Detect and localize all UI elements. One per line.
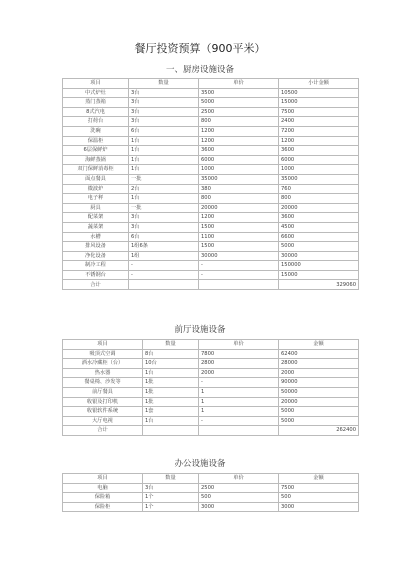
table-cell: 洗碗 (63, 126, 129, 136)
table-cell: 329060 (279, 280, 359, 290)
table-cell: 3台 (129, 222, 199, 232)
kitchen-header-cell: 小计金额 (279, 79, 359, 89)
table-cell: 2000 (199, 368, 279, 378)
table-row (63, 126, 359, 136)
table-row (63, 184, 359, 194)
hall-header-cell: 项目 (63, 340, 143, 350)
table-cell: 262400 (279, 426, 359, 436)
table-row (63, 426, 359, 436)
table-cell: 500 (199, 493, 279, 503)
table-cell: 50000 (279, 387, 359, 397)
table-cell: 2台 (129, 184, 199, 194)
table-row (63, 222, 359, 232)
table-cell: 收银软件系统 (63, 407, 143, 417)
table-row (63, 416, 359, 426)
table-cell: 3600 (199, 146, 279, 156)
table-cell: 1个 (143, 502, 199, 512)
table-cell: 一批 (129, 174, 199, 184)
table-cell: 800 (199, 117, 279, 127)
table-cell: 2500 (199, 483, 279, 493)
table-cell: 1台 (129, 165, 199, 175)
table-cell: - (129, 270, 199, 280)
table-cell: 20000 (279, 203, 359, 213)
table-cell: 90000 (279, 378, 359, 388)
table-cell: 20000 (199, 203, 279, 213)
table-cell: 8台 (143, 349, 199, 359)
table-cell: 3台 (129, 107, 199, 117)
table-cell: 蒸门蒸箱 (63, 98, 129, 108)
table-row (63, 349, 359, 359)
table-cell: - (199, 378, 279, 388)
table-row (63, 203, 359, 213)
table-cell (143, 426, 199, 436)
table-cell: 蔬菜架 (63, 222, 129, 232)
table-cell: 5000 (199, 98, 279, 108)
table-cell: 1台 (143, 416, 199, 426)
table-cell: 3台 (129, 213, 199, 223)
table-cell: 150000 (279, 261, 359, 271)
table-cell: 酒水冷藏柜（台） (63, 359, 143, 369)
table-cell: - (199, 270, 279, 280)
kitchen-section-title: 一、厨房设施设备 (165, 65, 234, 75)
table-cell: 水槽 (63, 232, 129, 242)
table-cell: 打荷台 (63, 117, 129, 127)
table-cell (199, 280, 279, 290)
table-cell: - (199, 416, 279, 426)
table-cell: 1 (199, 387, 279, 397)
table-cell: 不锈钢台 (63, 270, 129, 280)
table-cell: 2800 (199, 359, 279, 369)
table-cell: 6000 (279, 155, 359, 165)
hall-section-title: 前厅设施设备 (174, 325, 226, 335)
table-row (63, 387, 359, 397)
hall-header-cell: 单价 (199, 340, 279, 350)
page-title: 餐厅投资预算（900平米） (134, 42, 266, 55)
table-row (63, 88, 359, 98)
table-cell: 3台 (129, 98, 199, 108)
office-header-cell: 数量 (143, 474, 199, 484)
table-cell: 3000 (279, 502, 359, 512)
table-row (63, 242, 359, 252)
table-cell: 1组 (129, 251, 199, 261)
table-cell: 3500 (199, 88, 279, 98)
table-cell: 保温柜 (63, 136, 129, 146)
table-cell: 7800 (199, 349, 279, 359)
table-cell: 1台 (143, 368, 199, 378)
table-cell: 1台 (129, 194, 199, 204)
table-cell: 保险箱 (63, 493, 143, 503)
table-cell: 30000 (199, 251, 279, 261)
table-cell: 1批 (143, 378, 199, 388)
table-cell: 吸顶式空调 (63, 349, 143, 359)
office-header-row (63, 474, 359, 484)
table-cell: 5000 (279, 407, 359, 417)
table-row (63, 146, 359, 156)
table-cell: 6台 (129, 126, 199, 136)
table-row (63, 194, 359, 204)
table-cell: 1 (199, 397, 279, 407)
kitchen-header-cell: 项目 (63, 79, 129, 89)
table-cell: 1台 (129, 155, 199, 165)
table-cell: 1台 (129, 136, 199, 146)
kitchen-table-body (63, 88, 359, 289)
table-row (63, 174, 359, 184)
table-cell: 1000 (199, 165, 279, 175)
hall-header-cell: 数量 (143, 340, 199, 350)
table-row (63, 407, 359, 417)
table-cell: 1000 (279, 165, 359, 175)
table-cell: 1200 (199, 126, 279, 136)
hall-header-cell: 金额 (279, 340, 359, 350)
kitchen-table (62, 78, 359, 290)
table-cell: - (199, 261, 279, 271)
table-cell: 1500 (199, 242, 279, 252)
table-row (63, 136, 359, 146)
table-cell: 62400 (279, 349, 359, 359)
table-row (63, 213, 359, 223)
table-cell: 1500 (199, 222, 279, 232)
table-cell: 海鲜蒸锅 (63, 155, 129, 165)
table-cell: 1100 (199, 232, 279, 242)
table-row (63, 502, 359, 512)
table-cell: 收银及打印机 (63, 397, 143, 407)
table-cell: 30000 (279, 251, 359, 261)
table-cell: 餐桌椅、沙发等 (63, 378, 143, 388)
table-cell: 800 (279, 194, 359, 204)
office-section-title: 办公设施设备 (174, 459, 226, 469)
table-row (63, 368, 359, 378)
table-cell: 3台 (129, 88, 199, 98)
table-cell: 20000 (279, 397, 359, 407)
table-row (63, 483, 359, 493)
table-cell: 电子秤 (63, 194, 129, 204)
hall-table (62, 339, 359, 436)
table-row (63, 232, 359, 242)
table-cell: 1批 (143, 387, 199, 397)
office-table-body (63, 483, 359, 512)
table-cell: 1200 (279, 136, 359, 146)
table-row (63, 251, 359, 261)
table-cell: 中式炉灶 (63, 88, 129, 98)
table-row (63, 270, 359, 280)
table-cell: 6600 (279, 232, 359, 242)
kitchen-header-cell: 数量 (129, 79, 199, 89)
table-cell: 1200 (199, 136, 279, 146)
table-cell (129, 280, 199, 290)
table-cell: 前厅餐具 (63, 387, 143, 397)
table-cell: 7500 (279, 483, 359, 493)
table-cell (199, 426, 279, 436)
office-header-cell: 项目 (63, 474, 143, 484)
office-header-cell: 单价 (199, 474, 279, 484)
table-cell: 28000 (279, 359, 359, 369)
table-cell: 保险柜 (63, 502, 143, 512)
table-cell: 6层保鲜炉 (63, 146, 129, 156)
table-cell: 排风设备 (63, 242, 129, 252)
hall-header-row (63, 340, 359, 350)
table-row (63, 280, 359, 290)
office-table (62, 473, 359, 512)
table-cell: 5000 (279, 416, 359, 426)
table-row (63, 155, 359, 165)
table-cell: 1组6条 (129, 242, 199, 252)
table-row (63, 493, 359, 503)
table-cell: 35000 (199, 174, 279, 184)
table-cell: 热水器 (63, 368, 143, 378)
table-cell: 1套 (143, 407, 199, 417)
office-header-cell: 金额 (279, 474, 359, 484)
table-row (63, 397, 359, 407)
table-cell: 3600 (279, 146, 359, 156)
table-cell: 5000 (279, 242, 359, 252)
kitchen-header-row (63, 79, 359, 89)
table-cell: - (129, 261, 199, 271)
table-cell: 2500 (199, 107, 279, 117)
table-cell: 2400 (279, 117, 359, 127)
table-row (63, 165, 359, 175)
table-cell: 7200 (279, 126, 359, 136)
table-cell: 7500 (279, 107, 359, 117)
table-cell: 双门保鲜消毒柜 (63, 165, 129, 175)
table-cell: 6台 (129, 232, 199, 242)
table-cell: 500 (279, 493, 359, 503)
table-cell: 3000 (199, 502, 279, 512)
table-row (63, 359, 359, 369)
table-cell: 3台 (129, 117, 199, 127)
table-cell: 2000 (279, 368, 359, 378)
table-cell: 合计 (63, 426, 143, 436)
table-row (63, 261, 359, 271)
table-cell: 电脑 (63, 483, 143, 493)
table-cell: 15000 (279, 270, 359, 280)
table-cell: 净化设备 (63, 251, 129, 261)
table-cell: 1台 (129, 146, 199, 156)
table-row (63, 98, 359, 108)
table-cell: 面点餐具 (63, 174, 129, 184)
table-cell: 4500 (279, 222, 359, 232)
table-cell: 大厅电视 (63, 416, 143, 426)
table-cell: 35000 (279, 174, 359, 184)
table-cell: 1个 (143, 493, 199, 503)
table-cell: 配菜架 (63, 213, 129, 223)
table-cell: 800 (199, 194, 279, 204)
table-cell: 厨具 (63, 203, 129, 213)
table-cell: 760 (279, 184, 359, 194)
table-cell: 10500 (279, 88, 359, 98)
table-cell: 8式汽电 (63, 107, 129, 117)
table-cell: 1 (199, 407, 279, 417)
table-cell: 1200 (199, 213, 279, 223)
table-cell: 合计 (63, 280, 129, 290)
table-cell: 3600 (279, 213, 359, 223)
table-cell: 1批 (143, 397, 199, 407)
table-cell: 15000 (279, 98, 359, 108)
table-row (63, 117, 359, 127)
table-cell: 制冷工程 (63, 261, 129, 271)
kitchen-header-cell: 单价 (199, 79, 279, 89)
table-row (63, 378, 359, 388)
table-cell: 10台 (143, 359, 199, 369)
table-cell: 6000 (199, 155, 279, 165)
hall-table-body (63, 349, 359, 435)
table-cell: 微波炉 (63, 184, 129, 194)
table-cell: 380 (199, 184, 279, 194)
table-row (63, 107, 359, 117)
table-cell: 3台 (143, 483, 199, 493)
table-cell: 一批 (129, 203, 199, 213)
